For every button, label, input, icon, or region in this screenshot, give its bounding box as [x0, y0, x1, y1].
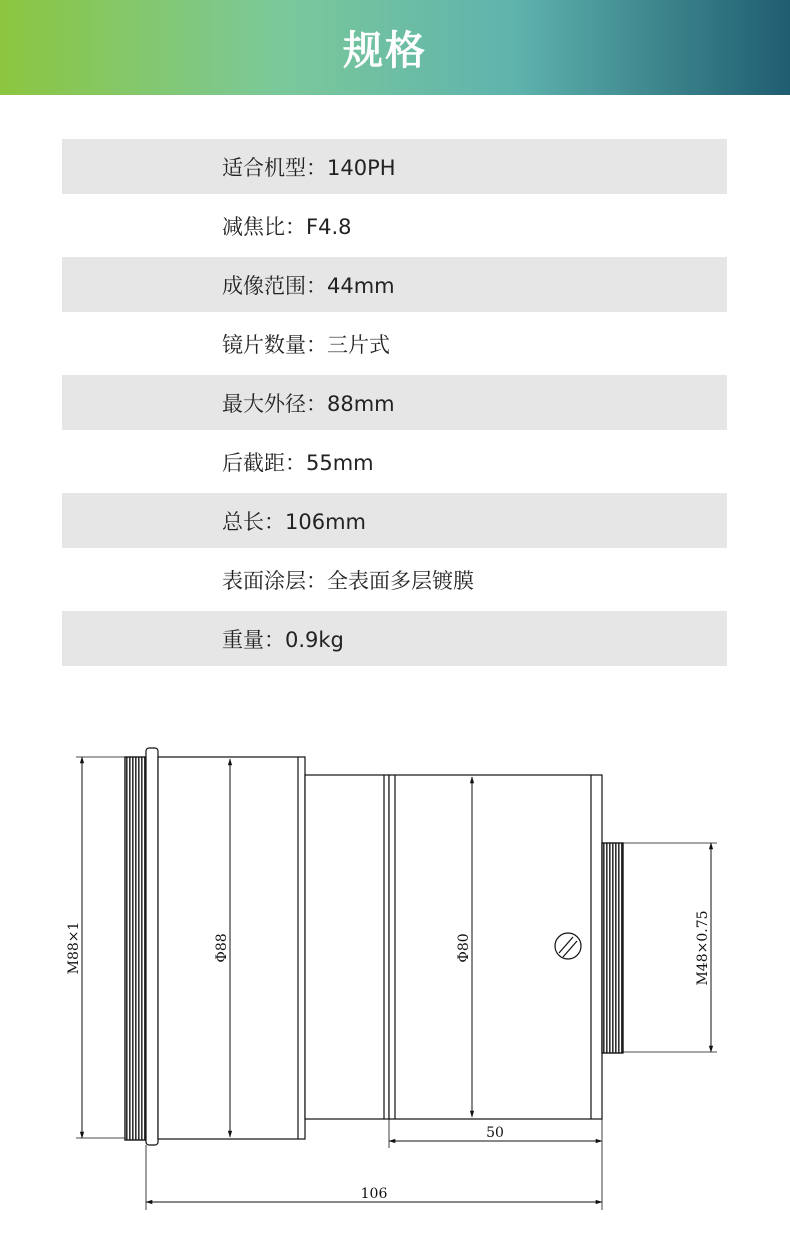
spec-text: 适合机型：140PH	[222, 155, 396, 180]
front-thread	[125, 757, 146, 1140]
screw-icon	[555, 933, 581, 959]
spec-text: 后截距：55mm	[222, 450, 374, 475]
dim-thread-front: M88×1	[66, 921, 82, 975]
dim-diameter-rear: Φ80	[456, 933, 472, 963]
page-title: 规格	[343, 28, 427, 74]
dim-length-total: 106	[360, 1186, 388, 1202]
middle-tube	[305, 775, 389, 1119]
spec-text: 最大外径：88mm	[222, 391, 395, 416]
spec-text: 镜片数量：三片式	[222, 332, 390, 357]
dim-thread-rear: M48×0.75	[695, 910, 711, 986]
main-barrel	[158, 757, 305, 1139]
dim-diameter-main: Φ88	[214, 933, 230, 963]
spec-text: 成像范围：44mm	[222, 273, 395, 298]
spec-text: 总长：106mm	[222, 509, 366, 534]
dim-length-rear: 50	[486, 1125, 504, 1141]
spec-text: 重量：0.9kg	[222, 627, 344, 652]
front-flange	[146, 748, 158, 1145]
spec-text: 减焦比：F4.8	[222, 214, 352, 239]
spec-text: 表面涂层：全表面多层镀膜	[222, 568, 474, 593]
rear-thread	[602, 843, 623, 1053]
